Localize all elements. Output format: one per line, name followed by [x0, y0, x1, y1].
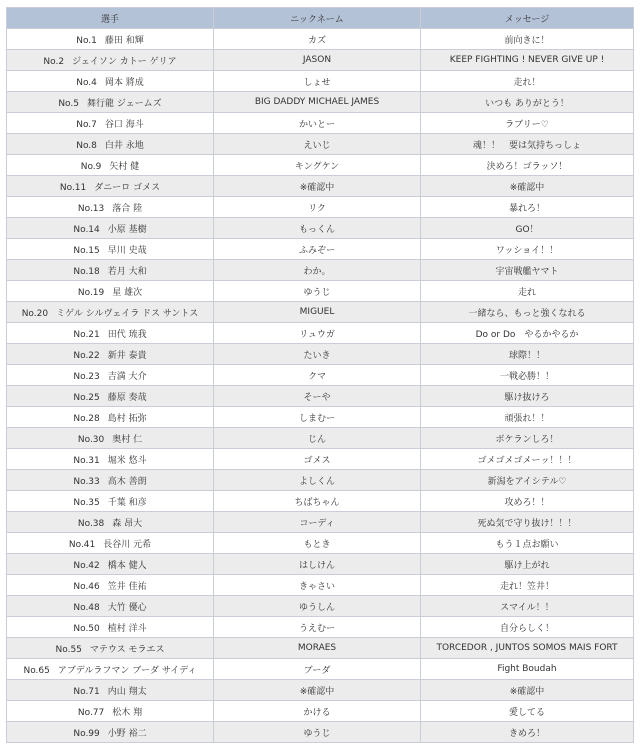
table-row [7, 428, 634, 449]
message-cell: 駆け上がれ [421, 554, 634, 575]
player-name: 田代 琉我 [107, 329, 147, 340]
player-name: 松木 翔 [112, 707, 143, 718]
player-cell [7, 113, 214, 134]
nickname-cell: ゆうしん [214, 596, 421, 617]
player-cell [7, 260, 214, 281]
player-message-table [6, 7, 634, 743]
player-cell [7, 638, 214, 659]
player-number: No.65 [23, 665, 50, 676]
player-name: 岡本 將成 [104, 77, 144, 88]
player-cell [7, 50, 214, 71]
nickname-cell: キングケン [214, 155, 421, 176]
player-name: 谷口 海斗 [104, 119, 144, 130]
player-number: No.41 [68, 539, 96, 550]
message-cell: GO！ [421, 218, 634, 239]
table-row [7, 407, 634, 428]
player-cell [7, 281, 214, 302]
nickname-cell: かいとー [214, 113, 421, 134]
player-name: 奥村 仁 [112, 434, 143, 445]
nickname-cell: えいじ [214, 134, 421, 155]
nickname-cell: しょせ [214, 71, 421, 92]
nickname-cell: うえむー [214, 617, 421, 638]
nickname-cell: ゴメス [214, 449, 421, 470]
player-cell [7, 218, 214, 239]
player-cell [7, 71, 214, 92]
table-row [7, 470, 634, 491]
player-number: No.14 [73, 224, 100, 235]
table-row [7, 722, 634, 743]
table-row [7, 680, 634, 701]
table-row [7, 344, 634, 365]
player-number: No.35 [73, 497, 100, 508]
message-cell: KEEP FIGHTING ! NEVER GIVE UP ! [421, 50, 634, 71]
player-cell [7, 617, 214, 638]
nickname-cell: MORAES [214, 638, 421, 659]
player-name: 植村 洋斗 [107, 623, 147, 634]
nickname-cell: リュウガ [214, 323, 421, 344]
player-number: No.2 [43, 56, 65, 67]
player-cell [7, 386, 214, 407]
player-name: 星 雄次 [112, 287, 143, 298]
table-row [7, 323, 634, 344]
player-cell [7, 29, 214, 50]
player-name: 内山 翔太 [107, 686, 147, 697]
message-cell: 自分らしく！ [421, 617, 634, 638]
message-cell: 頑張れ！！ [421, 407, 634, 428]
nickname-cell: JASON [214, 50, 421, 71]
message-cell: ※確認中 [421, 176, 634, 197]
message-cell: Do or Do やるかやるか [421, 323, 634, 344]
nickname-cell: かける [214, 701, 421, 722]
player-cell [7, 722, 214, 743]
player-number: No.4 [76, 77, 97, 88]
player-number: No.38 [77, 518, 105, 529]
player-cell [7, 176, 214, 197]
table-row [7, 29, 634, 50]
nickname-cell: リク [214, 197, 421, 218]
table-row [7, 155, 634, 176]
table-row [7, 617, 634, 638]
player-cell [7, 323, 214, 344]
message-cell: 愛してる [421, 701, 634, 722]
table-row [7, 71, 634, 92]
nickname-cell: よしくん [214, 470, 421, 491]
player-name: 落合 陸 [112, 203, 143, 214]
nickname-cell: もとき [214, 533, 421, 554]
table-row [7, 113, 634, 134]
table-row [7, 449, 634, 470]
table-row [7, 386, 634, 407]
nickname-cell: MIGUEL [214, 302, 421, 323]
player-name: 吉満 大介 [107, 371, 147, 382]
player-name: マテウス モラエス [89, 644, 165, 655]
nickname-cell: じん [214, 428, 421, 449]
player-number: No.15 [73, 245, 100, 256]
table-body [7, 29, 634, 743]
player-name: ジェイソン カトー ゲリア [72, 56, 177, 67]
table-row [7, 596, 634, 617]
player-name: 藤田 和輝 [104, 35, 144, 46]
message-cell: いつも ありがとう！ [421, 92, 634, 113]
player-cell [7, 554, 214, 575]
player-number: No.1 [76, 35, 97, 46]
player-name: 千葉 和彦 [107, 497, 147, 508]
nickname-cell: しまむー [214, 407, 421, 428]
player-cell [7, 491, 214, 512]
player-cell [7, 239, 214, 260]
player-number: No.13 [77, 203, 105, 214]
player-name: 長谷川 元希 [103, 539, 152, 550]
player-name: 橋本 健人 [107, 560, 147, 571]
player-name: ミゲル シルヴェイラ ドス サントス [56, 308, 199, 319]
message-cell: 一緒なら、もっと強くなれる [421, 302, 634, 323]
header-player: 選手 [7, 8, 214, 29]
nickname-cell: カズ [214, 29, 421, 50]
player-number: No.42 [73, 560, 100, 571]
player-name: 島村 拓弥 [107, 413, 147, 424]
player-number: No.9 [80, 161, 102, 172]
message-cell: 一戦必勝！！ [421, 365, 634, 386]
player-number: No.19 [77, 287, 105, 298]
message-cell: 球際！！ [421, 344, 634, 365]
table-row [7, 701, 634, 722]
player-cell [7, 449, 214, 470]
player-cell [7, 575, 214, 596]
nickname-cell: もっくん [214, 218, 421, 239]
table-row [7, 638, 634, 659]
player-number: No.71 [73, 686, 100, 697]
nickname-cell: ちばちゃん [214, 491, 421, 512]
player-cell [7, 365, 214, 386]
player-number: No.50 [73, 623, 100, 634]
table-row [7, 533, 634, 554]
player-name: 笠井 佳祐 [107, 581, 147, 592]
table-row [7, 92, 634, 113]
player-name: 森 昂大 [112, 518, 143, 529]
player-number: No.31 [73, 455, 100, 466]
player-name: 若月 大和 [107, 266, 147, 277]
message-cell: 走れ！ [421, 71, 634, 92]
table-row [7, 554, 634, 575]
player-name: 小野 裕二 [107, 728, 147, 739]
player-number: No.48 [73, 602, 100, 613]
player-cell [7, 533, 214, 554]
table-row [7, 281, 634, 302]
player-name: 早川 史哉 [107, 245, 147, 256]
player-cell [7, 155, 214, 176]
nickname-cell: きゃさい [214, 575, 421, 596]
message-cell: 走れ [421, 281, 634, 302]
table-row [7, 176, 634, 197]
player-cell [7, 344, 214, 365]
header-message: メッセージ [421, 8, 634, 29]
player-name: 矢村 健 [109, 161, 140, 172]
message-cell: 宇宙戦艦ヤマト [421, 260, 634, 281]
player-name: 小原 基樹 [107, 224, 147, 235]
player-number: No.5 [58, 98, 79, 109]
message-cell: 走れ！笠井！ [421, 575, 634, 596]
table-row [7, 260, 634, 281]
player-number: No.55 [55, 644, 82, 655]
player-number: No.21 [73, 329, 100, 340]
player-number: No.30 [77, 434, 105, 445]
header-nickname: ニックネーム [214, 8, 421, 29]
player-cell [7, 428, 214, 449]
nickname-cell: はしけん [214, 554, 421, 575]
player-name: アブデルラフマン ブーダ サイディ [57, 665, 197, 676]
message-cell: 前向きに！ [421, 29, 634, 50]
player-name: 新井 泰貴 [107, 350, 147, 361]
message-cell: ラブリー♡ [421, 113, 634, 134]
message-cell: ※確認中 [421, 680, 634, 701]
player-number: No.25 [73, 392, 100, 403]
header-row [7, 8, 634, 29]
player-number: No.46 [73, 581, 100, 592]
player-cell [7, 134, 214, 155]
player-number: No.20 [21, 308, 49, 319]
nickname-cell: BIG DADDY MICHAEL JAMES [214, 92, 421, 113]
player-number: No.77 [77, 707, 105, 718]
message-cell: 新潟をアイシテル♡ [421, 470, 634, 491]
nickname-cell: ブーダ [214, 659, 421, 680]
table-row [7, 491, 634, 512]
message-cell: 攻めろ！！ [421, 491, 634, 512]
message-cell: TORCEDOR , JUNTOS SOMOS MAIS FORT [421, 638, 634, 659]
player-number: No.23 [73, 371, 100, 382]
nickname-cell: そーや [214, 386, 421, 407]
message-cell: ワッショイ！！ [421, 239, 634, 260]
table-row [7, 218, 634, 239]
message-cell: 駆け抜けろ [421, 386, 634, 407]
player-cell [7, 659, 214, 680]
table-row [7, 197, 634, 218]
player-number: No.99 [73, 728, 100, 739]
player-number: No.28 [73, 413, 100, 424]
table-row [7, 239, 634, 260]
player-number: No.8 [76, 140, 97, 151]
player-cell [7, 680, 214, 701]
table-row [7, 302, 634, 323]
message-cell: きめろ！ [421, 722, 634, 743]
message-cell: ボケランしろ！ [421, 428, 634, 449]
player-cell [7, 197, 214, 218]
table-row [7, 575, 634, 596]
nickname-cell: クマ [214, 365, 421, 386]
table-row [7, 659, 634, 680]
message-cell: 魂！！ 要は気持ちっしょ [421, 134, 634, 155]
player-cell [7, 512, 214, 533]
player-name: 白井 永地 [104, 140, 144, 151]
player-name: ダニーロ ゴメス [94, 182, 161, 193]
player-number: No.7 [76, 119, 97, 130]
table-header [7, 8, 634, 29]
player-name: 舞行龍 ジェームズ [86, 98, 162, 109]
player-name: 大竹 優心 [107, 602, 147, 613]
nickname-cell: ゆうじ [214, 281, 421, 302]
table-row [7, 365, 634, 386]
player-name: 堀米 悠斗 [107, 455, 147, 466]
message-cell: Fight Boudah [421, 659, 634, 680]
player-cell [7, 701, 214, 722]
table-row [7, 512, 634, 533]
nickname-cell: コーディ [214, 512, 421, 533]
message-cell: もう１点お願い [421, 533, 634, 554]
player-cell [7, 596, 214, 617]
message-cell: 決めろ！ゴラッソ！ [421, 155, 634, 176]
player-cell [7, 407, 214, 428]
nickname-cell: たいき [214, 344, 421, 365]
player-number: No.11 [59, 182, 87, 193]
nickname-cell: ふみぞー [214, 239, 421, 260]
message-cell: ゴメゴメゴメーッ！！！ [421, 449, 634, 470]
nickname-cell: ※確認中 [214, 176, 421, 197]
message-cell: 暴れろ！ [421, 197, 634, 218]
nickname-cell: ※確認中 [214, 680, 421, 701]
player-cell [7, 470, 214, 491]
player-number: No.33 [73, 476, 100, 487]
player-number: No.22 [73, 350, 100, 361]
player-name: 高木 善朗 [107, 476, 147, 487]
player-name: 藤原 奏哉 [107, 392, 147, 403]
message-cell: スマイル！！ [421, 596, 634, 617]
table-row [7, 134, 634, 155]
player-cell [7, 92, 214, 113]
player-cell [7, 302, 214, 323]
table-row [7, 50, 634, 71]
message-cell: 死ぬ気で守り抜け！！！ [421, 512, 634, 533]
nickname-cell: ゆうじ [214, 722, 421, 743]
player-number: No.18 [73, 266, 100, 277]
nickname-cell: わか。 [214, 260, 421, 281]
